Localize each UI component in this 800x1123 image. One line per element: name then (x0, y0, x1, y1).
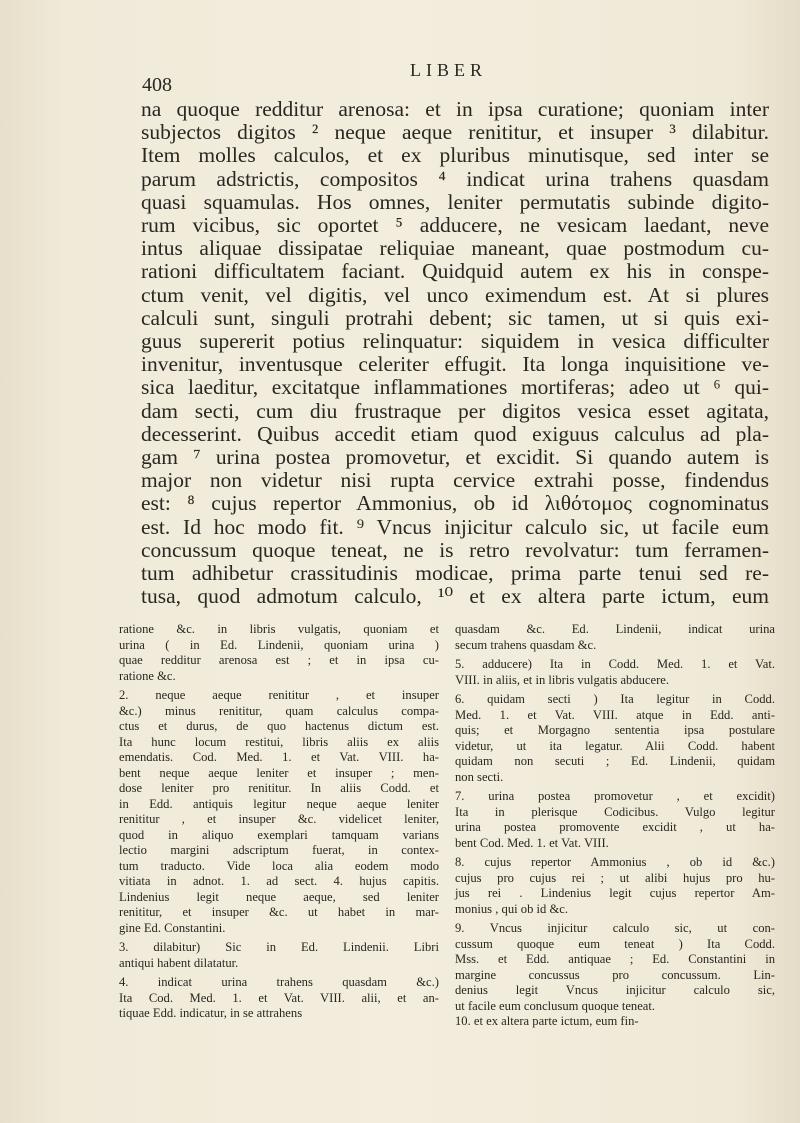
footnote-line: vitiata in adnot. 1. ad sect. 4. hujus capitis. (119, 874, 439, 888)
main-line: decesserint. Quibus accedit etiam quod exiguus calculus ad pla- (141, 421, 769, 446)
main-line: est: ⁸ cujus repertor Ammonius, ob id λιθότομος cognominatus (141, 491, 769, 516)
footnote-line: tum traducto. Vide loca alia eodem modo (119, 858, 439, 873)
page-header (142, 60, 770, 96)
main-line: rationi difficultatem faciant. Quidquid autem ex his in conspe- (141, 259, 769, 284)
footnote-line: urina ( in Ed. Lindenii, quoniam urina ) (119, 637, 439, 652)
footnote-line: lectio margini adscriptum fuerat, in contex- (119, 843, 439, 857)
footnote-line: bent Cod. Med. 1. et Vat. VIII. (455, 835, 609, 850)
footnote-line: gine Ed. Constantini. (119, 920, 226, 935)
footnote-line: margine concussus pro concussum. Lin- (455, 967, 775, 982)
main-line: na quoque redditur arenosa: et in ipsa curatione; quoniam inter (141, 97, 769, 121)
footnote-line: 3. dilabitur) Sic in Ed. Lindenii. Libri (119, 940, 439, 954)
footnote-line: quidam non secuti ; Ed. Lindenii, quidam (455, 754, 775, 768)
footnote-line: Mss. et Edd. antiquae ; Ed. Constantini in (455, 952, 775, 966)
footnote-line: VIII. in aliis, et in libris vulgatis abducere. (455, 672, 670, 687)
main-line: dam secti, cum diu frustraque per digitos vesica esset agitata, (141, 398, 769, 423)
footnote-line: bent neque aeque leniter et insuper ; men- (119, 765, 439, 780)
main-line: guus supererit potius relinquatur: siquidem in vesica difficulter (141, 329, 769, 354)
footnote-line: renititur, et insuper &c. ut habet in mar- (119, 905, 439, 919)
footnote-line: non secti. (455, 769, 504, 784)
page-number: 408 (142, 74, 172, 96)
main-line: calculi sunt, singuli protrahi debent; sic tamen, ut si quis exi- (141, 305, 769, 330)
footnote-line: 6. quidam secti ) Ita legitur in Codd. (455, 692, 775, 706)
main-line: tum adhibetur crassitudinis modicae, prima parte tenui sed re- (141, 561, 769, 586)
main-line: ctum venit, vel digitis, vel unco eximendum est. At si plures (141, 282, 769, 307)
footnote-line: Ita Cod. Med. 1. et Vat. VIII. alii, et an- (119, 990, 439, 1005)
footnote-line: monius , qui ob id &c. (455, 901, 568, 916)
footnote-line: videtur, ut ita legatur. Alii Codd. habent (455, 738, 775, 753)
footnote-line: 9. Vncus injicitur calculo sic, ut con- (455, 921, 775, 935)
footnote-line: 4. indicat urina trahens quasdam &c.) (119, 975, 439, 989)
footnote-line: in Edd. antiquis legitur neque aeque leniter (119, 796, 439, 811)
footnote-line: dose leniter pro renititur. In aliis Codd. et (119, 781, 439, 795)
footnotes (119, 622, 775, 1030)
footnote-line: ratione &c. in libris vulgatis, quoniam et (119, 622, 439, 636)
main-line: est. Id hoc modo fit. ⁹ Vncus injicitur calculo sic, ut facile eum (141, 514, 769, 539)
footnote-line: ratione &c. (119, 668, 176, 683)
footnote-line: emendatis. Cod. Med. 1. et Vat. VIII. ha- (119, 750, 439, 764)
footnote-line: cussum quoque eum teneat ) Ita Codd. (455, 936, 775, 951)
footnotes-left-column (119, 622, 439, 1030)
footnote-line: denius legit Vncus injicitur calculo sic, (455, 983, 775, 997)
footnote-line: ctus et durus, de quo hactenus dictum est. (119, 719, 439, 733)
footnote-line: 7. urina postea promovetur , et excidit) (455, 789, 775, 803)
main-line: gam ⁷ urina postea promovetur, et excidit. Si quando autem is (141, 445, 769, 470)
footnote-line: 8. cujus repertor Ammonius , ob id &c.) (455, 855, 775, 869)
footnote-line: quasdam &c. Ed. Lindenii, indicat urina (455, 622, 775, 636)
footnote-line: quae redditur arenosa est ; et in ipsa cu- (119, 653, 439, 667)
footnote-line: ut facile eum conclusum quoque teneat. (455, 998, 656, 1013)
footnote-line: renititur , et insuper &c. videlicet leniter, (119, 812, 439, 826)
main-text (141, 98, 769, 608)
footnote-line: Med. 1. et Vat. VIII. atque in Edd. anti- (455, 707, 775, 722)
main-line: invenitur, inventusque celeriter effugit. Ita longa inquisitione ve- (141, 352, 769, 377)
footnotes-right-column (455, 622, 775, 1030)
main-line: parum adstrictis, compositos ⁴ indicat urina trahens quasdam (141, 166, 769, 191)
footnote-line: quis; et Morgagno sententia ipsa postulare (455, 723, 775, 737)
main-line: quasi squamulas. Hos omnes, leniter permutatis subinde digito- (141, 189, 769, 214)
main-line: major non videtur nisi rupta cervice extrahi posse, findendus (141, 468, 769, 493)
running-head: LIBER (410, 60, 487, 80)
footnote-line: 2. neque aeque renititur , et insuper (119, 688, 439, 702)
footnote-line: secum trahens quasdam &c. (455, 637, 597, 652)
main-line: tusa, quod admotum calculo, ¹⁰ et ex altera parte ictum, eum (141, 584, 769, 609)
footnote-line: tiquae Edd. indicatur, in se attrahens (119, 1006, 303, 1020)
main-line: concussum quoque teneat, ne is retro revolvatur: tum ferramen- (141, 537, 769, 562)
footnote-line: quod in aliquo exemplari tamquam varians (119, 827, 439, 842)
main-line: sica laeditur, excitatque inflammationes mortiferas; adeo ut ⁶ qui- (141, 375, 769, 400)
footnote-line: 10. et ex altera parte ictum, eum fin- (455, 1014, 639, 1028)
main-line: intus aliquae dissipatae reliquiae maneant, quae postmodum cu- (141, 236, 769, 261)
footnote-line: Ita in plerisque Codicibus. Vulgo legitur (455, 804, 775, 819)
footnote-line: cujus pro cujus rei ; ut alibi hujus pro hu- (455, 870, 775, 885)
main-line: Item molles calculos, et ex pluribus minutisque, sed inter se (141, 143, 769, 168)
footnote-line: urina postea promovente excidit , ut ha- (455, 820, 775, 834)
footnote-line: 5. adducere) Ita in Codd. Med. 1. et Vat. (455, 657, 775, 671)
footnote-line: Lindenius legit neque aeque, sed leniter (119, 889, 439, 904)
main-line: subjectos digitos ² neque aeque renititur, et insuper ³ dilabitur. (141, 120, 769, 145)
main-line: rum vicibus, sic oportet ⁵ adducere, ne vesicam laedant, neve (141, 213, 769, 238)
footnote-line: &c.) minus renititur, quam calculus compa- (119, 703, 439, 718)
footnote-line: jus rei . Lindenius legit cujus repertor Am- (455, 886, 775, 900)
footnote-line: antiqui habent dilatatur. (119, 955, 239, 970)
footnote-line: Ita hunc locum restitui, libris aliis ex aliis (119, 734, 439, 749)
